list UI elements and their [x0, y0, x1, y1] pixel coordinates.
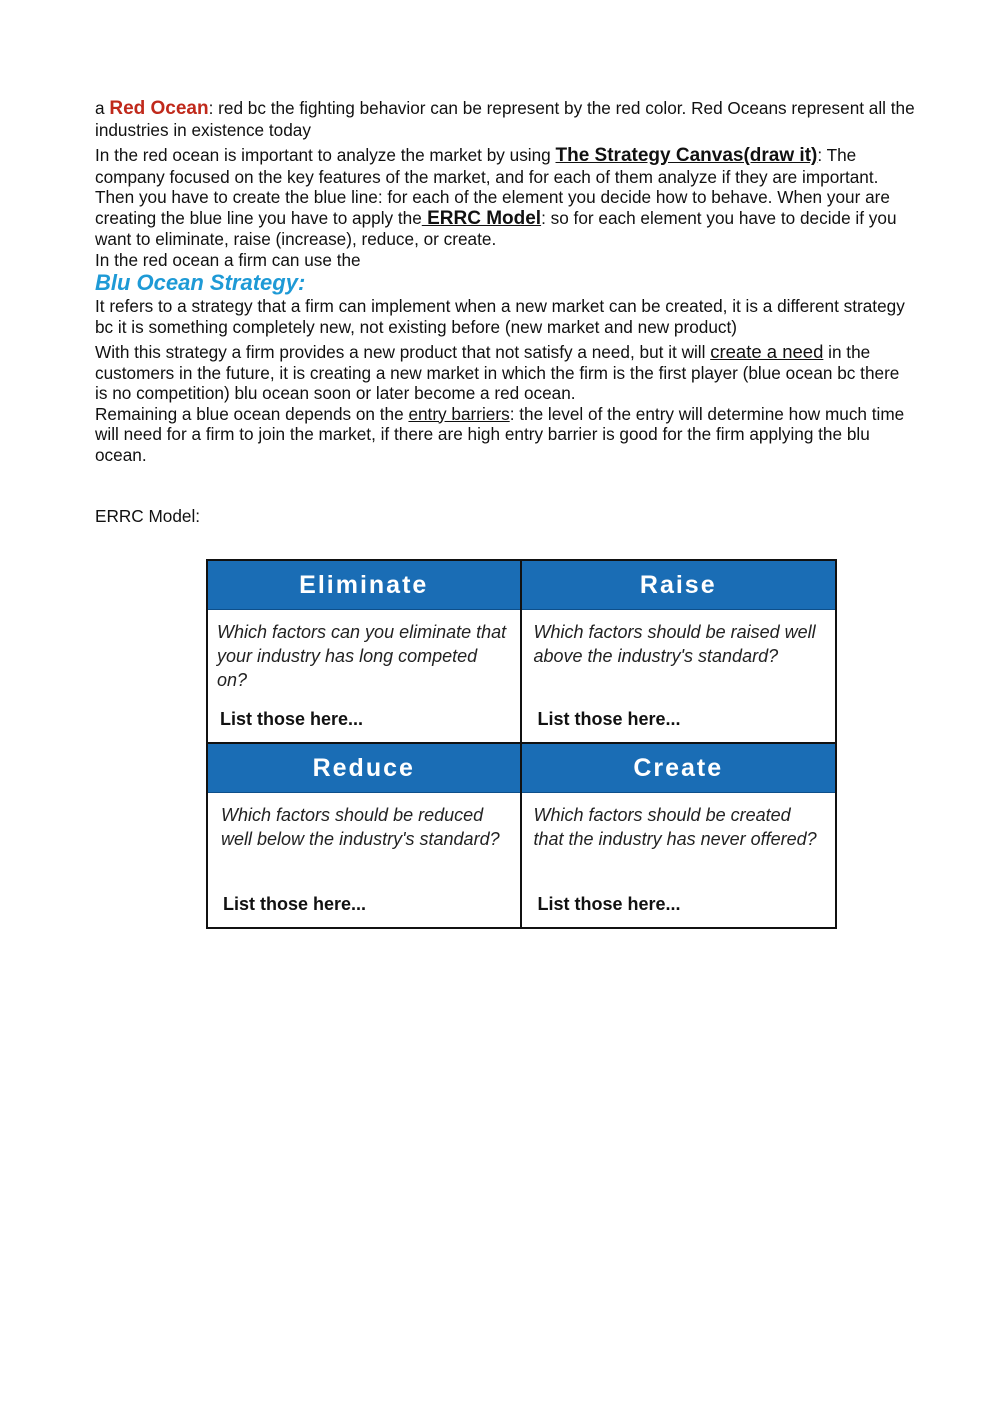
errc-model-term: ERRC Model: [421, 207, 542, 229]
errc-model-label: ERRC Model:: [95, 506, 201, 526]
raise-cell: [522, 561, 836, 744]
entry-barriers-paragraph: Remaining a blue ocean depends on the entry barriers: the level of the entry will determine how much time will need for a firm to join the market, if there are high entry barrier is good for the firm applying the blu ocean.: [95, 403, 905, 465]
reduce-header: Reduce: [208, 744, 520, 793]
create-cell: [522, 744, 836, 927]
create-header: Create: [522, 744, 836, 793]
reduce-list: List those here...: [223, 894, 367, 914]
raise-list: List those here...: [537, 709, 681, 729]
red-ocean-paragraph: a Red Ocean: red bc the fighting behavior can be represent by the red color. Red Oceans represent all the industries in existence today: [95, 98, 915, 140]
entry-barriers-link: entry barriers: [408, 403, 510, 424]
raise-question: Which factors should be raised well above the industry's standard?: [533, 622, 816, 666]
eliminate-list: List those here...: [220, 709, 364, 729]
create-need-paragraph: With this strategy a firm provides a new product that not satisfy a need, but it will create a need in the customers in the future, it is creating a new market in which the firm is the first player (blue ocean bc there is no competition) blu ocean soon or later become a red ocean.: [95, 341, 900, 403]
eliminate-question: Which factors can you eliminate that your industry has long competed on?: [217, 622, 507, 690]
reduce-question: Which factors should be reduced well below the industry's standard?: [221, 805, 500, 849]
blue-ocean-definition: It refers to a strategy that a firm can implement when a new market can be created, it is a different strategy bc it is something completely new, not existing before (new market and new product): [95, 296, 905, 337]
red-ocean-term: Red Ocean: [109, 98, 209, 119]
body-text: [95, 98, 915, 465]
raise-header: Raise: [522, 561, 836, 610]
blue-ocean-heading: Blu Ocean Strategy:: [95, 270, 306, 295]
strategy-canvas-paragraph: In the red ocean is important to analyze the market by using The Strategy Canvas(draw it): The company focused on the key features of the market, and for each of them analyze if they are important. Then you have to create the blue line: for each of the element you decide how to behave. When your are creating the blue line you have to apply the ERRC Model: so for each element you have to decide if you want to eliminate, raise (increase), reduce, or create.: [95, 145, 897, 249]
strategy-canvas-term: The Strategy Canvas(draw it): [555, 145, 818, 166]
errc-grid: [206, 559, 837, 929]
create-list: List those here...: [537, 894, 681, 914]
red-ocean-firm-line: In the red ocean a firm can use the: [95, 249, 361, 270]
create-need-link: create a need: [710, 341, 824, 362]
reduce-cell: [208, 744, 522, 927]
create-question: Which factors should be created that the industry has never offered?: [533, 805, 817, 849]
eliminate-cell: [208, 561, 522, 744]
eliminate-header: Eliminate: [208, 561, 520, 610]
